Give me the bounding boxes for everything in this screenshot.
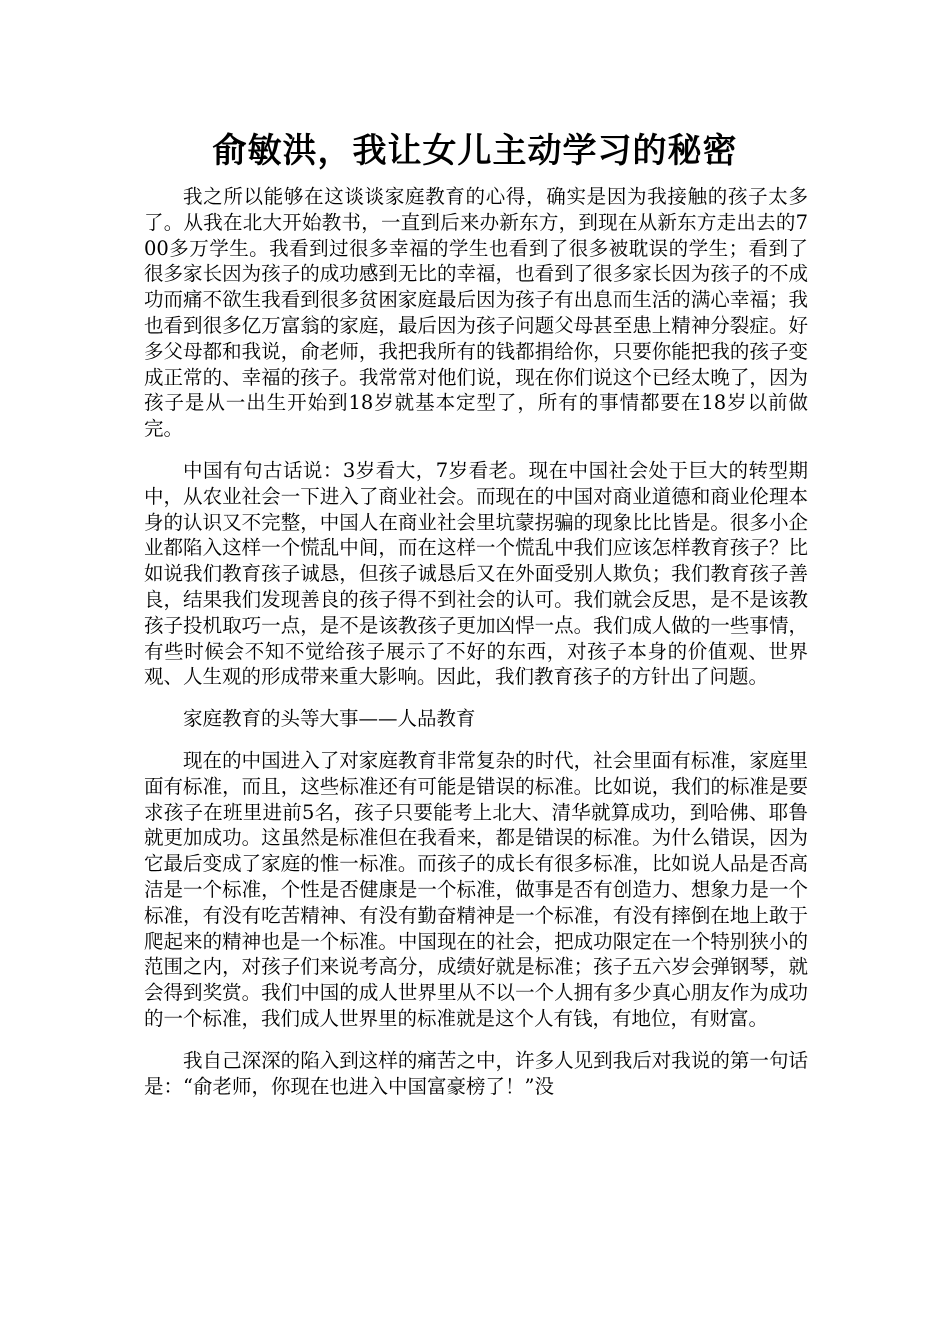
section-heading: 家庭教育的头等大事——人品教育: [183, 707, 476, 731]
document-title: 俞敏洪，我让女儿主动学习的秘密: [212, 131, 738, 171]
paragraph-standards: 现在的中国进入了对家庭教育非常复杂的时代，社会里面有标准，家庭里面有标准，而且，这些标准还有可能是错误的标准。比如说，我们的标准是要求孩子在班里进前5名，孩子只要能考上北大、清华就算成功，到哈佛、耶鲁就更加成功。这虽然是标准但在我看来，都是错误的标准。为什么错误，因为它最后变成了家庭的惟一标准。而孩子的成长有很多标准，比如说人品是否高洁是一个标准，个性是否健康是一个标准，做事是否有创造力、想象力是一个标准，有没有吃苦精神、有没有勤奋精神是一个标准，有没有摔倒在地上敢于爬起来的精神也是一个标准。中国现在的社会，把成功限定在一个特别狭小的范围之内，对孩子们来说考高分，成绩好就是标准；孩子五六岁会弹钢琴，就会得到奖赏。我们中国的成人世界里从不以一个人拥有多少真心朋友作为成功的一个标准，我们成人世界里的标准就是这个人有钱，有地位，有财富。: [144, 748, 808, 1030]
paragraph-intro: 我之所以能够在这谈谈家庭教育的心得，确实是因为我接触的孩子太多了。从我在北大开始教书，一直到后来办新东方，到现在从新东方走出去的700多万学生。我看到过很多幸福的学生也看到了很多被耽误的学生；看到了很多家长因为孩子的成功感到无比的幸福，也看到了很多家长因为孩子的不成功而痛不欲生我看到很多贫困家庭最后因为孩子有出息而生活的满心幸福；我也看到很多亿万富翁的家庭，最后因为孩子问题父母甚至患上精神分裂症。好多父母都和我说，俞老师，我把我所有的钱都捐给你，只要你能把我的孩子变成正常的、幸福的孩子。我常常对他们说，现在你们说这个已经太晚了，因为孩子是从一出生开始到18岁就基本定型了，所有的事情都要在18岁以前做完。: [144, 185, 808, 441]
document-body: [144, 184, 808, 1115]
paragraph-personal-pain: 我自己深深的陷入到这样的痛苦之中，许多人见到我后对我说的第一句话是：“俞老师，你现在也进入中国富豪榜了！”没: [144, 1048, 808, 1098]
paragraph-social-transition: 中国有句古话说：3岁看大，7岁看老。现在中国社会处于巨大的转型期中，从农业社会一下进入了商业社会。而现在的中国对商业道德和商业伦理本身的认识又不完整，中国人在商业社会里坑蒙拐骗的现象比比皆是。很多小企业都陷入这样一个慌乱中间，而在这样一个慌乱中我们应该怎样教育孩子？比如说我们教育孩子诚恳，但孩子诚恳后又在外面受别人欺负；我们教育孩子善良，结果我们发现善良的孩子得不到社会的认可。我们就会反思，是不是该教孩子投机取巧一点，是不是该教孩子更加凶悍一点。我们成人做的一些事情，有些时候会不知不觉给孩子展示了不好的东西，对孩子本身的价值观、世界观、人生观的形成带来重大影响。因此，我们教育孩子的方针出了问题。: [144, 458, 808, 689]
